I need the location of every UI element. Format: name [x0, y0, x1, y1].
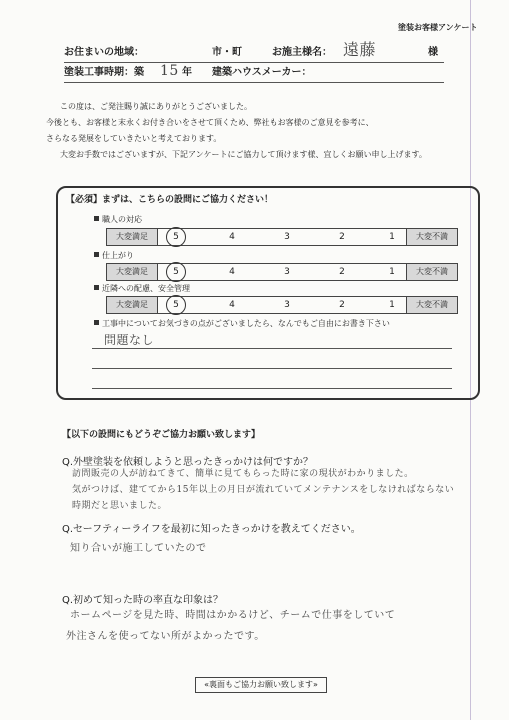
rating-scale-1[interactable]: [106, 228, 458, 246]
scale-number-2[interactable]: 2: [339, 300, 345, 310]
scale-number-4[interactable]: 4: [229, 267, 235, 277]
comment-label: 工事中についてお気づきの点がございましたら、なんでもご自由にお書き下さい: [94, 320, 390, 328]
back-page-notice: «裏面もご協力お願い致します»: [195, 677, 327, 693]
answer-1-line-2: 気がつけば、建ててから15年以上の月日が流れていてメンテナンスをしなければならない: [72, 485, 455, 495]
selected-rating-circle: [166, 262, 186, 282]
client-name-label: お施主様名：: [272, 47, 332, 58]
scale-left-caption: 大変満足: [107, 297, 158, 313]
scale-right-caption: 大変不満: [406, 264, 457, 280]
intro-line-4: 大変お手数ではございますが、下記アンケートにご協力して頂けます様、宜しくお願い申し上げます。: [60, 150, 427, 159]
item-label-3: 近隣への配慮、安全管理: [94, 285, 190, 293]
scale-number-5[interactable]: 5: [173, 267, 179, 277]
intro-line-3: さらなる発展をしていきたいと考えております。: [46, 134, 222, 143]
honorific: 様: [428, 47, 438, 58]
scale-number-1[interactable]: 1: [389, 300, 395, 310]
required-heading: 【必須】まずは、こちらの設問にご協力ください！: [66, 195, 274, 205]
period-label: 塗装工事時期：築: [64, 67, 144, 78]
scale-number-1[interactable]: 1: [389, 267, 395, 277]
answer-1-line-1: 訪問販売の人が訪ねてきて、簡単に見てもらった時に家の現状がわかりました。: [72, 469, 414, 479]
area-label: お住まいの地域：: [64, 47, 144, 58]
answer-3-line-2: 外注さんを使ってない所がよかったです。: [66, 631, 265, 642]
scale-right-caption: 大変不満: [406, 297, 457, 313]
scale-number-1[interactable]: 1: [389, 232, 395, 242]
period-value: 15: [160, 63, 179, 79]
scale-number-3[interactable]: 3: [284, 300, 290, 310]
selected-rating-circle: [166, 227, 186, 247]
period-unit: 年: [182, 67, 192, 78]
scale-number-4[interactable]: 4: [229, 232, 235, 242]
scale-left-caption: 大変満足: [107, 264, 158, 280]
scale-number-2[interactable]: 2: [339, 232, 345, 242]
answer-1-line-3: 時期だと思いました。: [72, 501, 168, 511]
scale-number-5[interactable]: 5: [173, 232, 179, 242]
header-underline-1: [64, 62, 444, 63]
item-label-1: 職人の対応: [94, 216, 142, 224]
answer-3-line-1: ホームページを見た時、時間はかかるけど、チームで仕事をしていて: [70, 610, 396, 621]
scale-number-4[interactable]: 4: [229, 300, 235, 310]
scale-number-3[interactable]: 3: [284, 232, 290, 242]
rating-scale-2[interactable]: [106, 263, 458, 281]
answer-2-line-1: 知り合いが施工していたので: [70, 543, 207, 554]
intro-line-1: この度は、ご発注賜り誠にありがとうございました。: [60, 102, 252, 111]
optional-heading: 【以下の設問にもどうぞご協力お願い致します】: [62, 430, 261, 440]
question-1: Q.外壁塗装を依頼しようと思ったきっかけは何ですか？: [62, 457, 314, 468]
document-title: 塗装お客様アンケート: [398, 23, 478, 32]
scale-right-caption: 大変不満: [406, 229, 457, 245]
rating-scale-3[interactable]: [106, 296, 458, 314]
comment-line-1: [92, 348, 452, 349]
item-label-2: 仕上がり: [94, 252, 134, 260]
client-name-value: 遠藤: [343, 40, 377, 59]
scale-left-caption: 大変満足: [107, 229, 158, 245]
header-underline-2: [64, 82, 444, 83]
comment-answer: 問題なし: [104, 333, 155, 347]
scale-number-3[interactable]: 3: [284, 267, 290, 277]
question-2: Q.セーフティーライフを最初に知ったきっかけを教えてください。: [62, 524, 361, 535]
intro-line-2: 今後とも、お客様と末永くお付き合いをさせて頂くため、弊社もお客様のご意見を参考に、: [46, 118, 374, 127]
city-label: 市・町: [212, 47, 242, 58]
comment-line-2: [92, 368, 452, 369]
scale-number-2[interactable]: 2: [339, 267, 345, 277]
scale-number-5[interactable]: 5: [173, 300, 179, 310]
question-3: Q.初めて知った時の率直な印象は？: [62, 595, 224, 606]
comment-line-3: [92, 388, 452, 389]
maker-label: 建築ハウスメーカー：: [212, 67, 312, 78]
selected-rating-circle: [166, 295, 186, 315]
